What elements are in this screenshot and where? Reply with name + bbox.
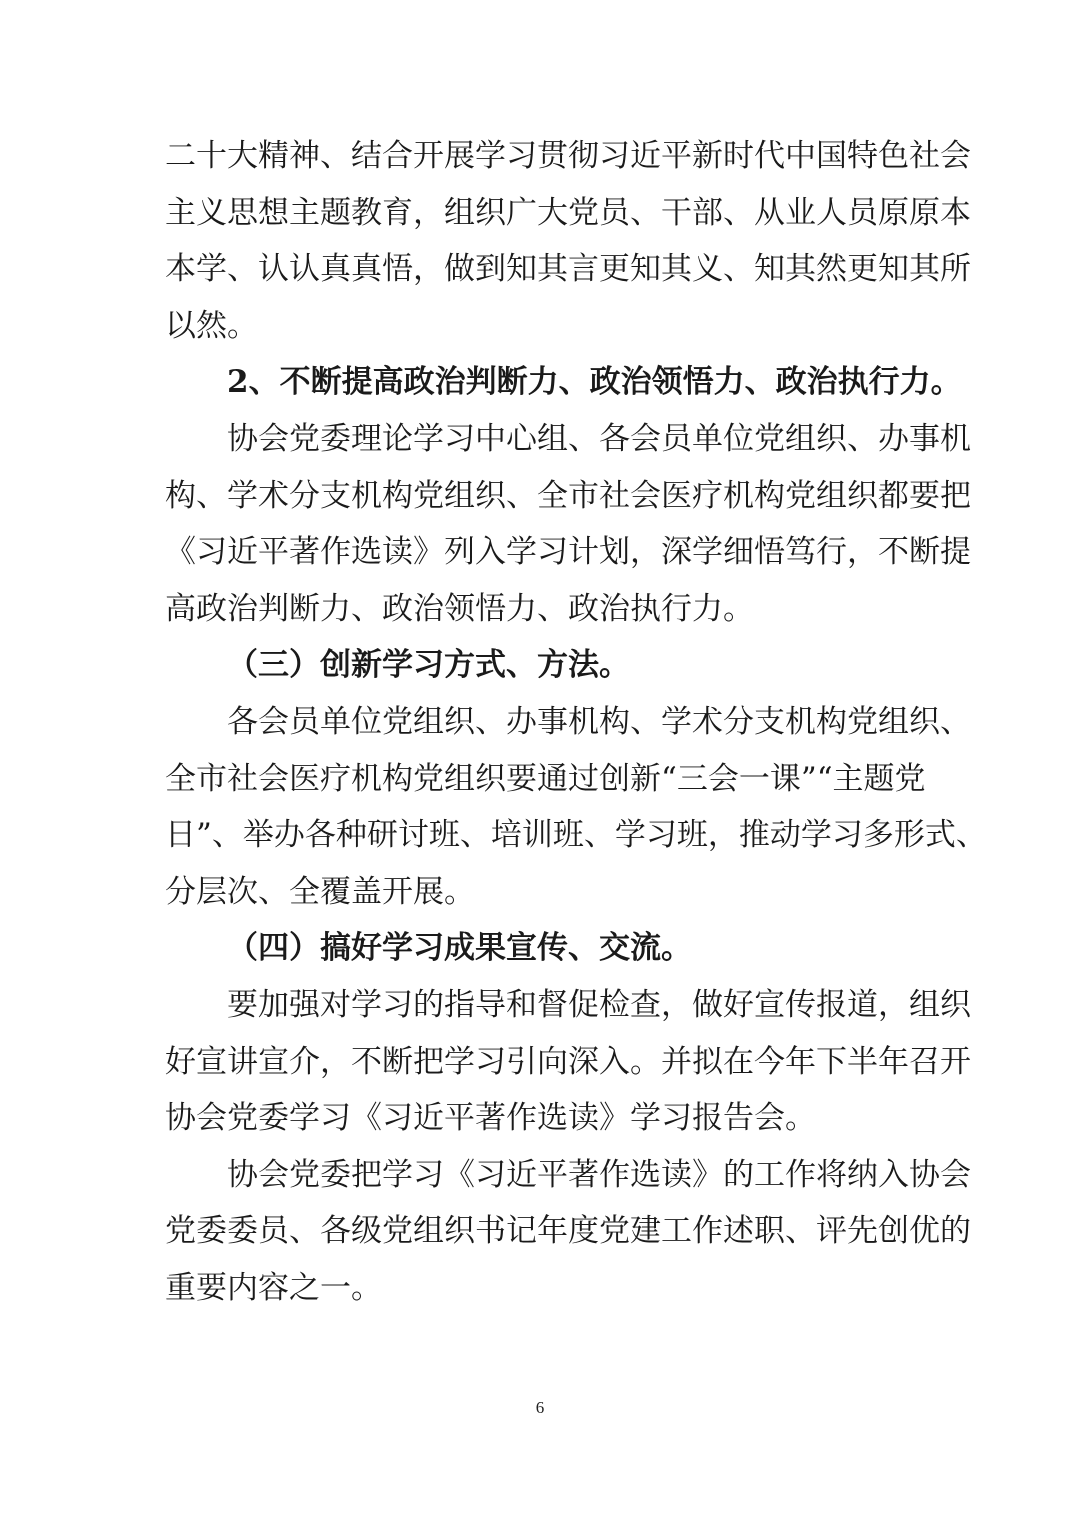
text-line: 分层次、全覆盖开展。 [165, 873, 475, 910]
paragraph-publicity [165, 977, 971, 1147]
text-line: 各会员单位党组织、办事机构、学术分支机构党组织、 [227, 703, 971, 740]
heading-line: （三）创新学习方式、方法。 [227, 647, 630, 684]
section-heading-2 [165, 354, 962, 411]
text-line: 好宣讲宣介，不断把学习引向深入。并拟在今年下半年召开 [165, 1043, 971, 1080]
text-line: 主义思想主题教育，组织广大党员、干部、从业人员原原本 [165, 194, 971, 231]
text-line: 构、学术分支机构党组织、全市社会医疗机构党组织都要把 [165, 477, 971, 514]
text-line: 全市社会医疗机构党组织要通过创新“三会一课”“主题党 [165, 760, 926, 797]
text-line: 协会党委把学习《习近平著作选读》的工作将纳入协会 [227, 1156, 971, 1193]
section-heading-four [165, 920, 917, 977]
paragraph-study-plan [165, 411, 971, 637]
section-heading-three [165, 637, 917, 694]
text-line: 以然。 [165, 307, 258, 344]
text-line: 协会党委学习《习近平著作选读》学习报告会。 [165, 1100, 816, 1137]
text-line: 日”、举办各种研讨班、培训班、学习班，推动学习多形式、 [165, 817, 987, 854]
text-line: 本学、认认真真悟，做到知其言更知其义、知其然更知其所 [165, 251, 971, 288]
text-line: 要加强对学习的指导和督促检查，做好宣传报道，组织 [227, 986, 971, 1023]
page-number: 6 [535, 1398, 545, 1417]
text-line: 重要内容之一。 [165, 1269, 382, 1306]
text-line: 党委委员、各级党组织书记年度党建工作述职、评先创优的 [165, 1213, 971, 1250]
text-line: 高政治判断力、政治领悟力、政治执行力。 [165, 590, 754, 627]
document-body [165, 128, 987, 1316]
paragraph-study-methods [165, 694, 987, 920]
heading-line: 2、不断提高政治判断力、政治领悟力、政治执行力。 [227, 364, 962, 401]
paragraph-continuation [165, 128, 971, 354]
text-line: 二十大精神、结合开展学习贯彻习近平新时代中国特色社会 [165, 138, 971, 174]
text-line: 《习近平著作选读》列入学习计划，深学细悟笃行，不断提 [165, 534, 971, 571]
text-line: 协会党委理论学习中心组、各会员单位党组织、办事机 [227, 420, 971, 457]
paragraph-evaluation [165, 1147, 971, 1317]
heading-line: （四）搞好学习成果宣传、交流。 [227, 930, 692, 967]
